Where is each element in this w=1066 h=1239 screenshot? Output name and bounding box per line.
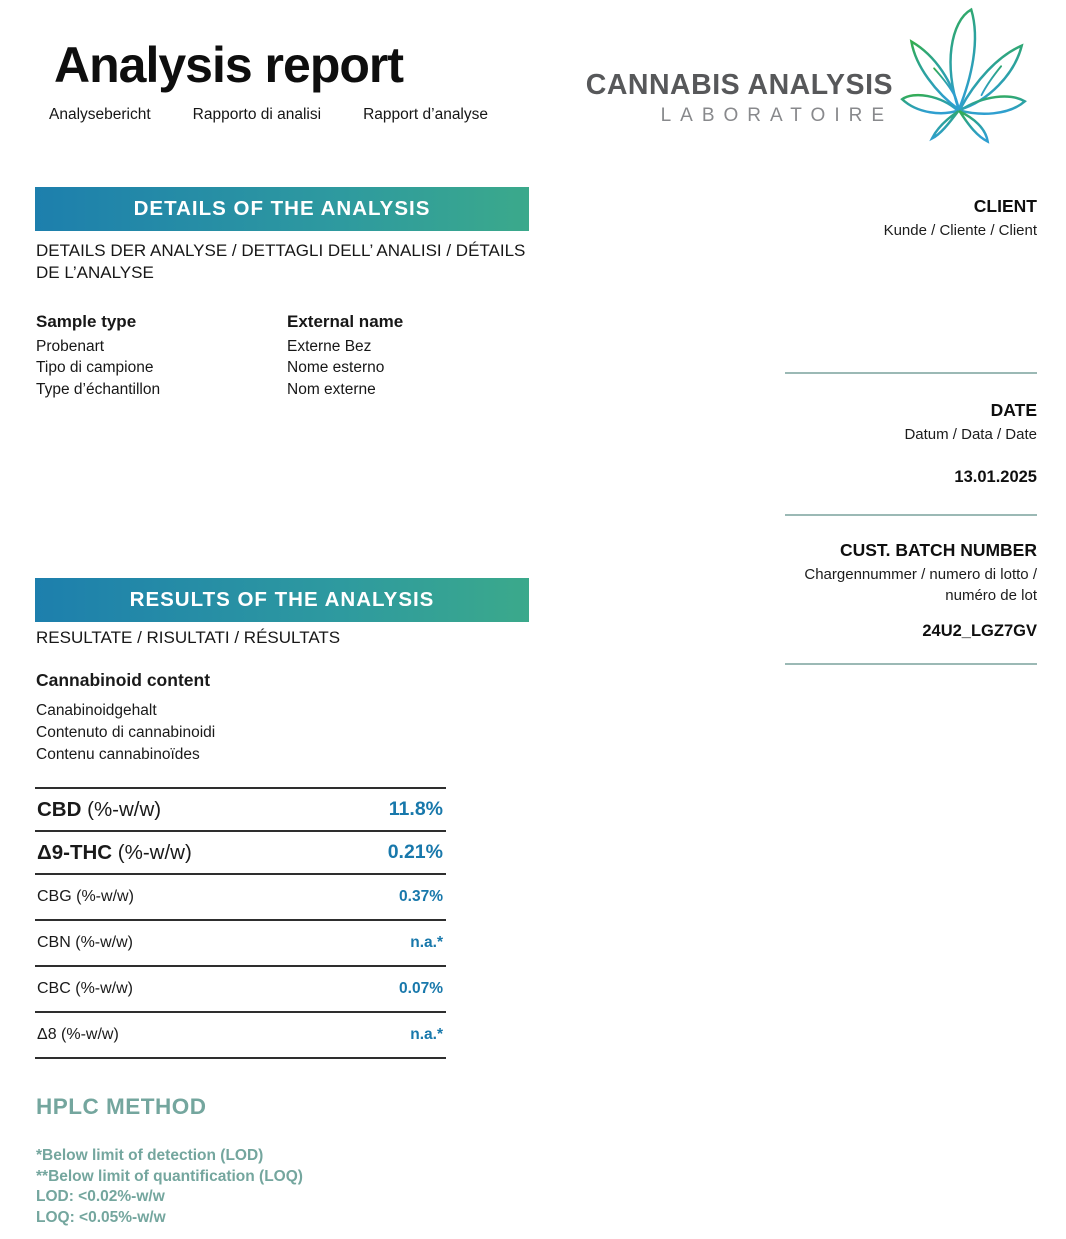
title-translation-it: Rapporto di analisi — [192, 106, 322, 123]
analyte-name: CBC — [37, 980, 71, 997]
batch-number-translations: Chargennummer / numero di lotto / numéro de lot — [804, 566, 1037, 604]
analyte-value: 0.37% — [399, 888, 443, 905]
analyte-unit: (%-w/w) — [76, 888, 134, 905]
analyte-name: CBG — [37, 888, 72, 905]
cannabinoid-results-table — [35, 787, 446, 1059]
footnote-loq-value: LOQ: <0.05%-w/w — [36, 1208, 166, 1226]
analyte-unit: (%-w/w) — [75, 934, 133, 951]
cannabinoid-content-title: Cannabinoid content — [36, 670, 211, 690]
client-translations: Kunde / Cliente / Client — [883, 222, 1037, 239]
analyte-unit: (%-w/w) — [87, 797, 162, 821]
analyte-name: Δ8 — [37, 1026, 57, 1043]
table-row-cbc — [35, 967, 446, 1013]
sample-type-translation-fr: Type d’échantillon — [36, 380, 161, 398]
client-label: CLIENT — [973, 196, 1037, 216]
details-section-title: DETAILS OF THE ANALYSIS — [133, 197, 431, 220]
analyte-value: n.a.* — [410, 1026, 443, 1043]
lab-name: CANNABIS ANALYSIS — [585, 69, 893, 101]
external-name-translation-it: Nome esterno — [287, 359, 385, 376]
date-value: 13.01.2025 — [954, 468, 1037, 486]
sample-type-field — [36, 311, 160, 400]
batch-number-field — [787, 540, 1037, 606]
cannabinoid-content-translations — [36, 700, 215, 766]
batch-divider — [785, 663, 1037, 665]
external-name-translation-de: Externe Bez — [287, 337, 372, 355]
lab-subname: LABORATOIRE — [660, 105, 893, 126]
sample-type-translation-de: Probenart — [36, 337, 105, 355]
footnote-lod-value: LOD: <0.02%-w/w — [36, 1188, 165, 1205]
analyte-value: 0.07% — [399, 980, 443, 997]
analyte-unit: (%-w/w) — [61, 1026, 119, 1043]
cannabis-leaf-icon — [897, 4, 1031, 144]
client-divider — [785, 372, 1037, 374]
sample-type-label: Sample type — [36, 312, 137, 331]
results-section-header — [35, 578, 529, 622]
analyte-name: CBN — [37, 934, 71, 951]
table-row-cbg — [35, 875, 446, 921]
analyte-value: n.a.* — [410, 934, 443, 951]
lab-logo-text — [548, 21, 893, 127]
analyte-value: 11.8% — [388, 798, 443, 820]
batch-number-label: CUST. BATCH NUMBER — [839, 540, 1037, 560]
title-translation-fr: Rapport d’analyse — [363, 106, 489, 123]
cannabinoid-translation-fr: Contenu cannabinoïdes — [36, 746, 200, 763]
cannabinoid-translation-de: Canabinoidgehalt — [36, 702, 157, 719]
date-translations: Datum / Data / Date — [904, 426, 1037, 443]
details-section-header — [35, 187, 529, 231]
table-row-cbd — [35, 789, 446, 832]
page-title-translations — [49, 106, 488, 124]
hplc-method-title: HPLC METHOD — [36, 1094, 207, 1119]
batch-number-value: 24U2_LGZ7GV — [922, 622, 1037, 640]
details-section-translations: DETAILS DER ANALYSE / DETTAGLI DELL’ ANALISI / DÉTAILS DE L’ANALYSE — [36, 241, 526, 282]
analyte-unit: (%-w/w) — [75, 980, 133, 997]
results-section-translations: RESULTATE / RISULTATI / RÉSULTATS — [36, 628, 341, 647]
date-divider — [785, 514, 1037, 516]
table-row-d9-thc — [35, 832, 446, 875]
analyte-value: 0.21% — [387, 841, 443, 863]
analyte-name: Δ9-THC — [37, 840, 113, 864]
external-name-label: External name — [287, 312, 404, 331]
external-name-field — [287, 311, 403, 400]
analyte-unit: (%-w/w) — [117, 840, 192, 864]
date-field — [904, 400, 1037, 445]
results-section-title: RESULTS OF THE ANALYSIS — [129, 588, 435, 611]
table-row-d8 — [35, 1013, 446, 1059]
page-title: Analysis report — [54, 37, 404, 93]
lab-logo — [548, 4, 1034, 144]
table-row-cbn — [35, 921, 446, 967]
external-name-translation-fr: Nom externe — [287, 380, 376, 398]
title-translation-de: Analysebericht — [49, 106, 151, 123]
footnote-lod: *Below limit of detection (LOD) — [36, 1147, 264, 1164]
cannabinoid-translation-it: Contenuto di cannabinoidi — [36, 724, 216, 741]
footnote-loq: **Below limit of quantification (LOQ) — [36, 1167, 303, 1185]
sample-type-translation-it: Tipo di campione — [36, 359, 154, 376]
footnotes — [36, 1146, 303, 1228]
date-label: DATE — [990, 400, 1037, 420]
analyte-name: CBD — [37, 797, 82, 821]
client-field — [884, 196, 1037, 241]
